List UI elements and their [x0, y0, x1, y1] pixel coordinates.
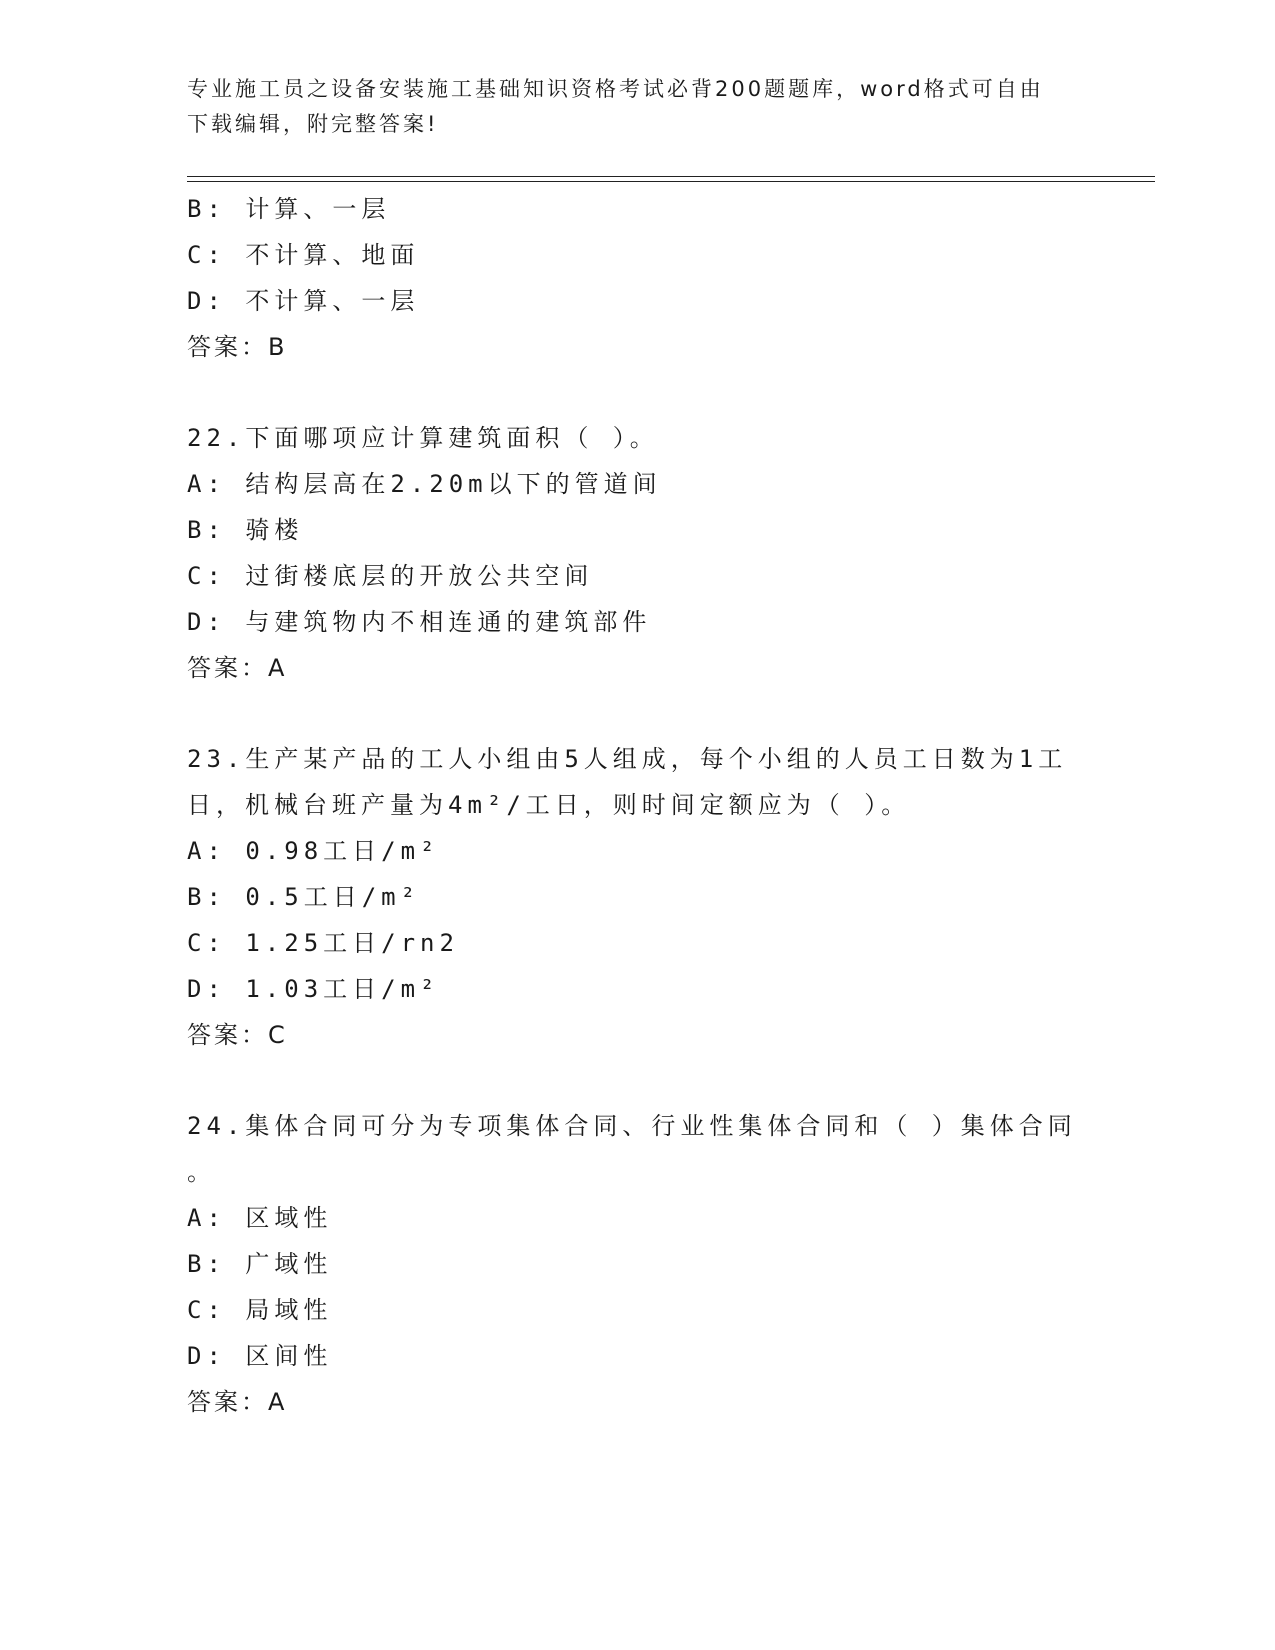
- option-c: C: 1.25工日/rn2: [187, 929, 459, 957]
- document-header: [187, 72, 1087, 142]
- option-b: B: 广域性: [187, 1250, 333, 1278]
- header-title-line-2: 下载编辑，附完整答案!: [187, 112, 439, 136]
- option-c: C: 过街楼底层的开放公共空间: [187, 562, 594, 590]
- option-c: C: 不计算、地面: [187, 241, 420, 269]
- option-c: C: 局域性: [187, 1296, 333, 1324]
- option-d: D: 与建筑物内不相连通的建筑部件: [187, 608, 652, 636]
- question-stem: 24.集体合同可分为专项集体合同、行业性集体合同和（ ）集体合同: [187, 1112, 1077, 1140]
- option-b: B: 骑楼: [187, 516, 304, 544]
- option-d: D: 不计算、一层: [187, 287, 420, 315]
- answer-line: 答案：A: [187, 654, 288, 682]
- option-d: D: 1.03工日/m²: [187, 975, 440, 1003]
- question-stem-continued: 日，机械台班产量为4m²/工日，则时间定额应为（ ）。: [187, 791, 911, 819]
- option-d: D: 区间性: [187, 1342, 333, 1370]
- question-23: [187, 736, 1087, 1058]
- option-a: A: 区域性: [187, 1204, 333, 1232]
- answer-line: 答案：B: [187, 333, 288, 361]
- option-a: A: 0.98工日/m²: [187, 837, 440, 865]
- header-divider-top: [187, 176, 1155, 177]
- question-stem-continued: 。: [187, 1158, 216, 1186]
- question-22: [187, 415, 1087, 691]
- question-stem: 22.下面哪项应计算建筑面积（ ）。: [187, 424, 659, 452]
- question-list: [187, 186, 1087, 1425]
- question-stem: 23.生产某产品的工人小组由5人组成，每个小组的人员工日数为1工: [187, 745, 1068, 773]
- header-divider-bottom: [187, 181, 1155, 182]
- question-24: [187, 1103, 1087, 1425]
- option-b: B: 计算、一层: [187, 195, 391, 223]
- answer-line: 答案：C: [187, 1021, 288, 1049]
- option-a: A: 结构层高在2.20m以下的管道间: [187, 470, 662, 498]
- header-title-line-1: 专业施工员之设备安装施工基础知识资格考试必背200题题库，word格式可自由: [187, 77, 1044, 101]
- answer-line: 答案：A: [187, 1388, 288, 1416]
- option-b: B: 0.5工日/m²: [187, 883, 421, 911]
- question-21-continued: [187, 186, 1087, 370]
